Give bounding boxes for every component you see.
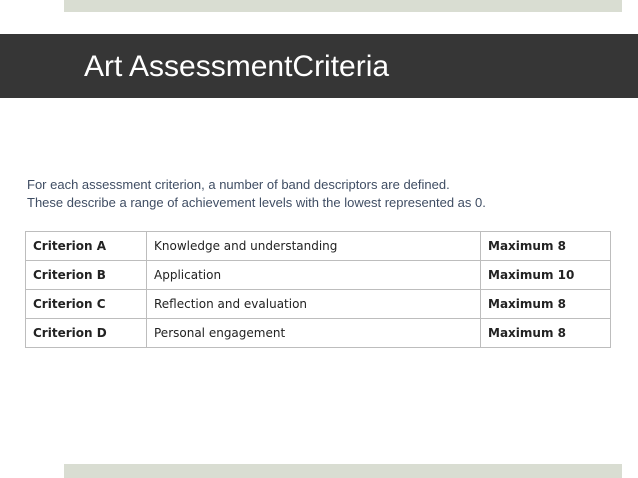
intro-text: [27, 176, 617, 212]
table-row: [26, 290, 611, 319]
intro-line-2: These describe a range of achievement levels with the lowest represented as 0.: [27, 195, 486, 210]
criterion-name: Criterion D: [26, 319, 147, 348]
criteria-table: [25, 231, 611, 348]
criterion-name: Criterion A: [26, 232, 147, 261]
criterion-description: Application: [147, 261, 481, 290]
criterion-description: Reflection and evaluation: [147, 290, 481, 319]
criterion-maximum: Maximum 10: [481, 261, 611, 290]
criterion-description: Knowledge and understanding: [147, 232, 481, 261]
slide-title: Art AssessmentCriteria: [84, 50, 390, 83]
criterion-maximum: Maximum 8: [481, 290, 611, 319]
table-row: [26, 319, 611, 348]
table-row: [26, 232, 611, 261]
top-accent-bar: [64, 0, 622, 12]
criterion-name: Criterion B: [26, 261, 147, 290]
table-row: [26, 261, 611, 290]
criterion-description: Personal engagement: [147, 319, 481, 348]
intro-line-1: For each assessment criterion, a number of band descriptors are defined.: [27, 177, 450, 192]
bottom-accent-bar: [64, 464, 622, 478]
criterion-maximum: Maximum 8: [481, 319, 611, 348]
criterion-name: Criterion C: [26, 290, 147, 319]
criterion-maximum: Maximum 8: [481, 232, 611, 261]
